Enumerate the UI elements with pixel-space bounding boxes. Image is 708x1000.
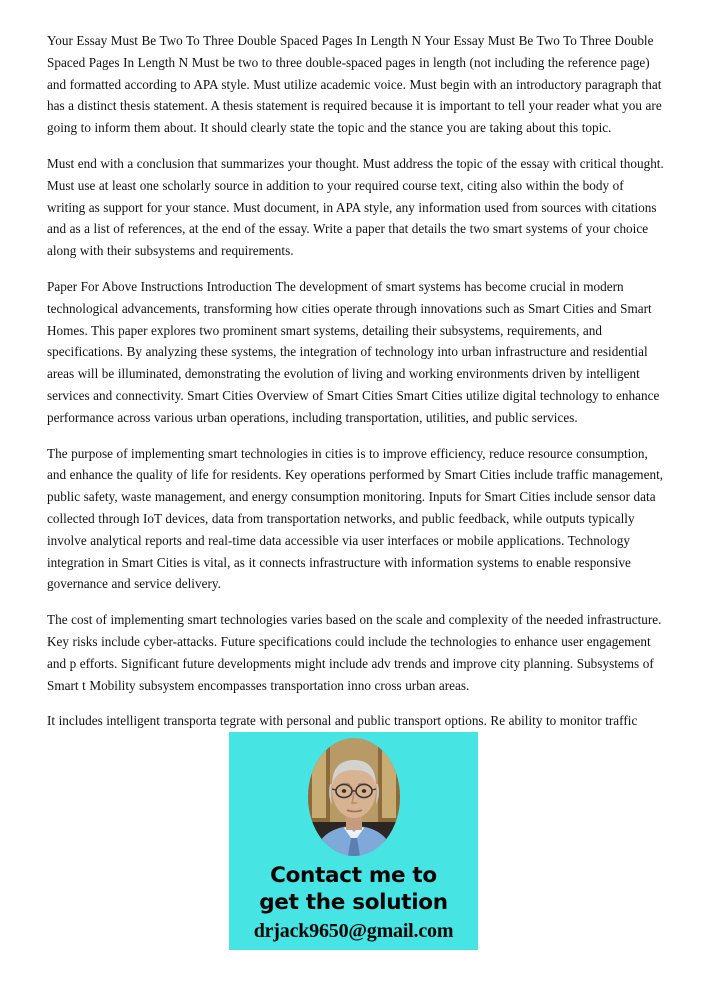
overlay-headline-line-2: get the solution: [259, 890, 448, 915]
paragraph-smart-cities-purpose: The purpose of implementing smart technologies in cities is to improve efficiency, reduce resource consumption, and enhance the quality of life for residents. Key operations performed by Smart Cities include traffic management, public safety, waste management, and energy consumption monitoring. Inputs for Smart Cities include sensor data collected through IoT devices, data from transportation networks, and public feedback, while outputs typically involve analytical reports and real-time data accessible via user interfaces or mobile applications. Technology integration in Smart Cities is vital, as it connects infrastructure with information systems to enable responsive governance and service delivery.: [47, 445, 664, 592]
portrait-photo-icon: [308, 738, 400, 856]
paragraph-instructions-conclusion-and-sources: Must end with a conclusion that summarizes your thought. Must address the topic of the essay with critical thought. Must use at least one scholarly source in addition to your required course text, citing also within the body of writing as support for your stance. Must document, in APA style, any information used from sources with citations and as a list of references, at the end of the essay. Write a paper that details the two smart systems of your choice along with their subsystems and requirements.: [47, 155, 664, 259]
overlay-headline-line-1: Contact me to: [270, 863, 437, 888]
contact-watermark-overlay: [229, 732, 478, 950]
paragraph-smart-mobility-details: It includes intelligent transporta tegrate with personal and public transport options. Re ability to monitor traffic: [47, 713, 638, 729]
paragraph-paper-introduction: Paper For Above Instructions Introduction The development of smart systems has become crucial in modern technological advancements, transforming how cities operate through innovations such as Smart Cities and Smart Homes. This paper explores two prominent smart systems, detailing their subsystems, requirements, and specifications. By analyzing these systems, the integration of technology into urban infrastructure and residential areas will be illuminated, demonstrating the evolution of living and working environments driven by intelligent services and connectivity. Smart Cities Overview of Smart Cities Smart Cities utilize digital technology to enhance performance across various urban operations, including transportation, utilities, and public services.: [47, 278, 660, 425]
document-text-body: [47, 30, 665, 732]
paragraph-instructions-length-and-style: Your Essay Must Be Two To Three Double Spaced Pages In Length N Your Essay Must Be Two To Three Double Spaced Pages In Length N Must be two to three double-spaced pages in length (not including the reference page) and formatted according to APA style. Must utilize academic voice. Must begin with an introductory paragraph that has a distinct thesis statement. A thesis statement is required because it is important to tell your reader what you are going to inform them about. It should clearly state the topic and the stance you are taking about this topic.: [47, 33, 662, 136]
avatar: [308, 738, 400, 856]
contact-email-text[interactable]: drjack9650@gmail.com: [253, 920, 454, 942]
paragraph-smart-cities-cost-and-subsystems: The cost of implementing smart technologies varies based on the scale and complexity of the needed infrastructure. Key risks include cyber-attacks. Future specifications could include the technologies to enhance user engagement and p efforts. Significant future developments might include adv trends and improve city planning. Subsystems of Smart t Mobility subsystem encompasses transportation inno cross urban areas.: [47, 612, 662, 693]
